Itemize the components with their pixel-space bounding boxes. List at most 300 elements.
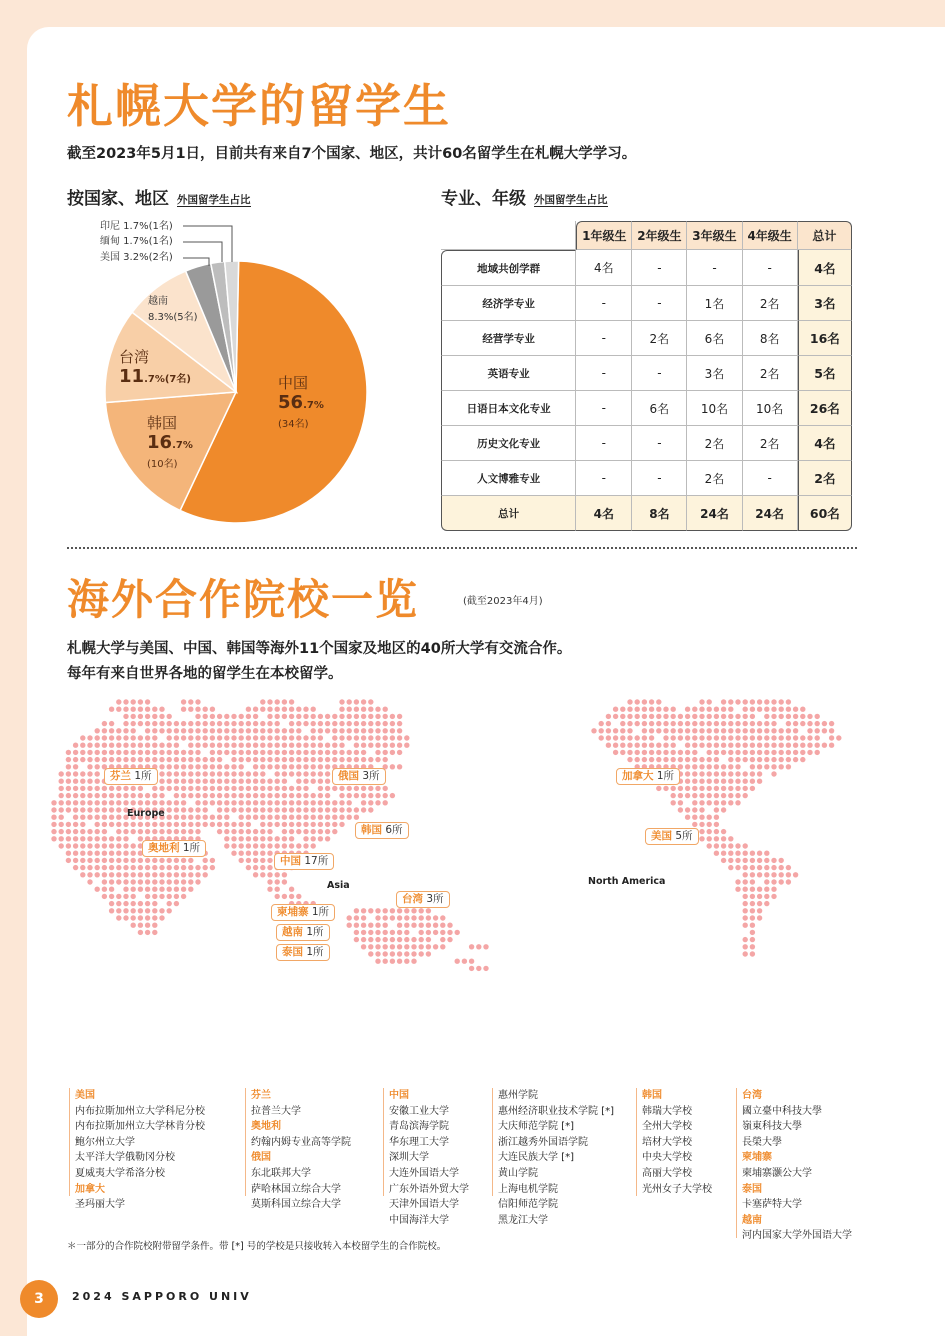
map-dot <box>678 728 683 733</box>
map-dot <box>303 807 308 812</box>
map-dot <box>347 915 352 920</box>
map-dot <box>663 714 668 719</box>
table-row-label: 地域共创学群 <box>441 250 576 286</box>
map-dot <box>159 707 164 712</box>
map-dot <box>692 793 697 798</box>
map-dot <box>699 807 704 812</box>
map-dot <box>80 800 85 805</box>
map-dot <box>419 923 424 928</box>
map-dot <box>354 807 359 812</box>
map-dot <box>116 793 121 798</box>
map-dot <box>145 750 150 755</box>
map-dot <box>764 699 769 704</box>
map-dot <box>188 728 193 733</box>
map-dot <box>606 735 611 740</box>
map-dot <box>368 735 373 740</box>
map-dot <box>656 699 661 704</box>
map-dot <box>707 836 712 841</box>
map-dot <box>685 807 690 812</box>
map-dot <box>246 858 251 863</box>
map-dot <box>743 771 748 776</box>
map-dot <box>109 728 114 733</box>
map-dot <box>102 879 107 884</box>
map-dot <box>685 714 690 719</box>
map-dot <box>224 714 229 719</box>
map-dot <box>239 764 244 769</box>
map-dot <box>786 757 791 762</box>
map-dot <box>779 764 784 769</box>
map-dot <box>771 714 776 719</box>
map-dot <box>375 923 380 928</box>
map-dot <box>59 807 64 812</box>
map-dot <box>347 807 352 812</box>
table-header-cell: 4年级生 <box>743 221 798 250</box>
map-dot <box>138 786 143 791</box>
map-dot <box>339 757 344 762</box>
map-dot <box>339 728 344 733</box>
map-dot <box>325 714 330 719</box>
map-dot <box>771 879 776 884</box>
map-dot <box>123 901 128 906</box>
map-dot <box>714 779 719 784</box>
map-dot <box>303 800 308 805</box>
map-dot <box>303 786 308 791</box>
map-dot <box>260 786 265 791</box>
map-dot <box>642 750 647 755</box>
map-dot <box>95 807 100 812</box>
map-dot <box>289 757 294 762</box>
map-dot <box>123 735 128 740</box>
map-dot <box>260 822 265 827</box>
map-dot <box>635 735 640 740</box>
map-dot <box>728 728 733 733</box>
map-dot <box>375 959 380 964</box>
map-dot <box>699 793 704 798</box>
map-dot <box>282 757 287 762</box>
map-dot <box>311 843 316 848</box>
map-dot <box>239 779 244 784</box>
map-dot <box>131 822 136 827</box>
map-dot <box>469 966 474 971</box>
map-dot <box>383 728 388 733</box>
map-dot <box>289 843 294 848</box>
map-dot <box>397 937 402 942</box>
map-dot <box>267 728 272 733</box>
tag-korea: 韩国 6所 <box>355 822 409 839</box>
map-dot <box>195 879 200 884</box>
map-dot <box>685 707 690 712</box>
map-dot <box>656 728 661 733</box>
school-name: 中央大学校 <box>642 1152 692 1164</box>
map-dot <box>239 743 244 748</box>
map-dot <box>786 872 791 877</box>
map-dot <box>368 951 373 956</box>
school-category: 越南 <box>742 1214 762 1226</box>
map-dot <box>311 735 316 740</box>
map-dot <box>296 750 301 755</box>
map-dot <box>419 930 424 935</box>
map-dot <box>404 959 409 964</box>
map-dot <box>174 879 179 884</box>
map-dot <box>253 786 258 791</box>
map-dot <box>764 872 769 877</box>
table-cell: 2名 <box>632 321 687 356</box>
map-dot <box>620 735 625 740</box>
map-dot <box>174 764 179 769</box>
map-dot <box>728 707 733 712</box>
map-dot <box>339 721 344 726</box>
map-dot <box>260 851 265 856</box>
map-dot <box>671 757 676 762</box>
map-dot <box>714 728 719 733</box>
map-dot <box>138 743 143 748</box>
map-dot <box>635 714 640 719</box>
map-dot <box>750 858 755 863</box>
map-dot <box>375 908 380 913</box>
map-dot <box>699 707 704 712</box>
map-dot <box>289 764 294 769</box>
map-dot <box>728 793 733 798</box>
school-category: 韩国 <box>642 1090 662 1101</box>
map-dot <box>66 779 71 784</box>
school-name: 惠州学院 <box>498 1090 538 1101</box>
map-dot <box>779 879 784 884</box>
map-dot <box>692 750 697 755</box>
map-dot <box>354 757 359 762</box>
map-dot <box>699 786 704 791</box>
map-dot <box>239 721 244 726</box>
school-name: 大连外国语大学 <box>389 1167 459 1179</box>
map-dot <box>296 815 301 820</box>
map-dot <box>80 750 85 755</box>
map-dot <box>80 771 85 776</box>
map-dot <box>275 793 280 798</box>
map-dot <box>116 815 121 820</box>
map-dot <box>793 872 798 877</box>
map-dot <box>692 707 697 712</box>
map-dot <box>145 872 150 877</box>
map-dot <box>685 779 690 784</box>
school-name: 安徽工业大学 <box>389 1105 449 1117</box>
map-dot <box>620 721 625 726</box>
map-dot <box>73 800 78 805</box>
map-dot <box>678 807 683 812</box>
table-cell: 2名 <box>743 426 798 461</box>
map-dot <box>239 771 244 776</box>
map-dot <box>253 872 258 877</box>
map-dot <box>73 829 78 834</box>
map-dot <box>231 714 236 719</box>
map-dot <box>318 728 323 733</box>
map-dot <box>253 800 258 805</box>
table-cell: 8名 <box>632 496 687 531</box>
map-dot <box>123 728 128 733</box>
school-name: 拉普兰大学 <box>251 1105 301 1117</box>
map-dot <box>411 951 416 956</box>
tag-china: 中国 17所 <box>274 853 334 870</box>
map-dot <box>203 872 208 877</box>
map-dot <box>116 750 121 755</box>
map-dot <box>642 728 647 733</box>
map-dot <box>95 757 100 762</box>
map-dot <box>231 822 236 827</box>
map-dot <box>361 908 366 913</box>
map-dot <box>123 879 128 884</box>
map-dot <box>109 872 114 877</box>
map-dot <box>375 735 380 740</box>
map-dot <box>123 786 128 791</box>
map-dot <box>757 901 762 906</box>
map-dot <box>822 743 827 748</box>
map-dot <box>275 836 280 841</box>
map-dot <box>289 800 294 805</box>
map-dot <box>231 743 236 748</box>
map-dot <box>152 923 157 928</box>
map-dot <box>217 793 222 798</box>
map-dot <box>743 879 748 884</box>
map-dot <box>339 822 344 827</box>
table-total-cell: 3名 <box>798 286 852 321</box>
map-dot <box>663 735 668 740</box>
map-dot <box>325 786 330 791</box>
map-dot <box>685 793 690 798</box>
map-dot <box>217 743 222 748</box>
map-dot <box>714 822 719 827</box>
map-dot <box>239 858 244 863</box>
map-dot <box>771 894 776 899</box>
map-dot <box>375 793 380 798</box>
map-dot <box>246 771 251 776</box>
map-dot <box>296 764 301 769</box>
map-dot <box>87 764 92 769</box>
map-dot <box>181 757 186 762</box>
map-dot <box>181 858 186 863</box>
map-dot <box>714 721 719 726</box>
map-dot <box>267 843 272 848</box>
map-dot <box>591 728 596 733</box>
map-dot <box>138 923 143 928</box>
map-dot <box>131 843 136 848</box>
map-dot <box>375 743 380 748</box>
map-dot <box>361 750 366 755</box>
map-dot <box>296 728 301 733</box>
table-row-label: 经济学专业 <box>441 286 576 321</box>
map-dot <box>735 750 740 755</box>
map-dot <box>203 815 208 820</box>
map-dot <box>174 858 179 863</box>
map-dot <box>447 937 452 942</box>
map-dot <box>275 843 280 848</box>
map-dot <box>188 829 193 834</box>
map-dot <box>260 735 265 740</box>
map-dot <box>750 728 755 733</box>
map-dot <box>246 851 251 856</box>
map-dot <box>375 750 380 755</box>
map-dot <box>253 735 258 740</box>
map-dot <box>239 800 244 805</box>
map-dot <box>203 764 208 769</box>
map-dot <box>289 807 294 812</box>
table-cell: - <box>632 356 687 391</box>
map-dot <box>87 865 92 870</box>
map-dot <box>433 915 438 920</box>
map-dot <box>699 815 704 820</box>
school-name: 卡塞萨特大学 <box>742 1199 802 1211</box>
map-dot <box>771 865 776 870</box>
map-dot <box>707 793 712 798</box>
map-dot <box>217 735 222 740</box>
major-grade-table <box>441 221 852 531</box>
map-dot <box>275 699 280 704</box>
map-dot <box>188 707 193 712</box>
map-dot <box>73 757 78 762</box>
map-dot <box>174 894 179 899</box>
map-dot <box>167 858 172 863</box>
map-dot <box>123 822 128 827</box>
map-dot <box>649 714 654 719</box>
map-dot <box>354 721 359 726</box>
map-dot <box>224 786 229 791</box>
map-dot <box>159 771 164 776</box>
map-dot <box>109 887 114 892</box>
map-dot <box>735 735 740 740</box>
map-dot <box>411 923 416 928</box>
map-dot <box>397 735 402 740</box>
region-north-america: North America <box>588 876 666 887</box>
map-dot <box>167 815 172 820</box>
table-row <box>441 356 852 391</box>
map-dot <box>707 757 712 762</box>
map-dot <box>224 836 229 841</box>
map-dot <box>656 721 661 726</box>
map-dot <box>354 743 359 748</box>
map-dot <box>368 930 373 935</box>
map-dot <box>246 786 251 791</box>
map-dot <box>786 764 791 769</box>
map-dot <box>361 786 366 791</box>
map-dot <box>764 894 769 899</box>
school-category: 加拿大 <box>75 1183 105 1195</box>
map-dot <box>311 829 316 834</box>
map-dot <box>635 707 640 712</box>
map-dot <box>275 721 280 726</box>
map-dot <box>786 714 791 719</box>
map-dot <box>793 714 798 719</box>
pie-label-korea: 韩国 16.7% (10名) <box>147 414 193 470</box>
map-dot <box>397 728 402 733</box>
map-dot <box>159 714 164 719</box>
map-dot <box>253 807 258 812</box>
map-dot <box>275 728 280 733</box>
school-name: 惠州经济职业技术学院 [*] <box>498 1105 614 1117</box>
map-dot <box>743 714 748 719</box>
map-dot <box>224 815 229 820</box>
map-dot <box>123 714 128 719</box>
map-dot <box>145 743 150 748</box>
map-dot <box>721 800 726 805</box>
map-dot <box>764 750 769 755</box>
map-dot <box>267 757 272 762</box>
map-dot <box>757 887 762 892</box>
map-dot <box>383 923 388 928</box>
map-dot <box>743 887 748 892</box>
pie-leader-line <box>183 242 222 262</box>
map-dot <box>361 944 366 949</box>
map-dot <box>699 699 704 704</box>
map-dot <box>757 851 762 856</box>
map-dot <box>95 836 100 841</box>
map-dot <box>95 822 100 827</box>
map-dot <box>253 865 258 870</box>
map-dot <box>59 771 64 776</box>
map-dot <box>750 757 755 762</box>
map-dot <box>267 793 272 798</box>
map-dot <box>779 699 784 704</box>
map-dot <box>390 944 395 949</box>
map-dot <box>289 829 294 834</box>
map-dot <box>267 750 272 755</box>
map-dot <box>743 793 748 798</box>
school-column-3 <box>389 1088 469 1228</box>
map-dot <box>102 786 107 791</box>
map-dot <box>203 743 208 748</box>
map-dot <box>728 851 733 856</box>
map-dot <box>87 771 92 776</box>
map-dot <box>620 750 625 755</box>
map-dot <box>275 887 280 892</box>
school-name: 太平洋大学俄勒冈分校 <box>75 1152 175 1164</box>
map-dot <box>267 822 272 827</box>
map-dot <box>757 858 762 863</box>
map-dot <box>714 735 719 740</box>
table-cell: 4名 <box>576 250 632 286</box>
map-dot <box>152 800 157 805</box>
map-dot <box>771 735 776 740</box>
map-dot <box>80 743 85 748</box>
map-dot <box>167 786 172 791</box>
map-dot <box>735 771 740 776</box>
map-dot <box>707 764 712 769</box>
map-dot <box>102 894 107 899</box>
map-dot <box>181 779 186 784</box>
map-dot <box>195 750 200 755</box>
map-dot <box>167 743 172 748</box>
map-dot <box>167 822 172 827</box>
map-dot <box>339 815 344 820</box>
map-dot <box>750 771 755 776</box>
map-dot <box>311 714 316 719</box>
map-dot <box>339 735 344 740</box>
map-dot <box>721 735 726 740</box>
table-cell: - <box>632 250 687 286</box>
map-dot <box>289 815 294 820</box>
map-dot <box>87 793 92 798</box>
map-dot <box>318 793 323 798</box>
map-dot <box>131 879 136 884</box>
map-dot <box>383 750 388 755</box>
map-dot <box>282 829 287 834</box>
map-dot <box>296 757 301 762</box>
map-dot <box>714 815 719 820</box>
map-dot <box>764 858 769 863</box>
map-dot <box>714 807 719 812</box>
map-dot <box>138 707 143 712</box>
map-dot <box>771 872 776 877</box>
map-dot <box>361 743 366 748</box>
map-dot <box>750 779 755 784</box>
map-dot <box>95 843 100 848</box>
map-dot <box>678 786 683 791</box>
